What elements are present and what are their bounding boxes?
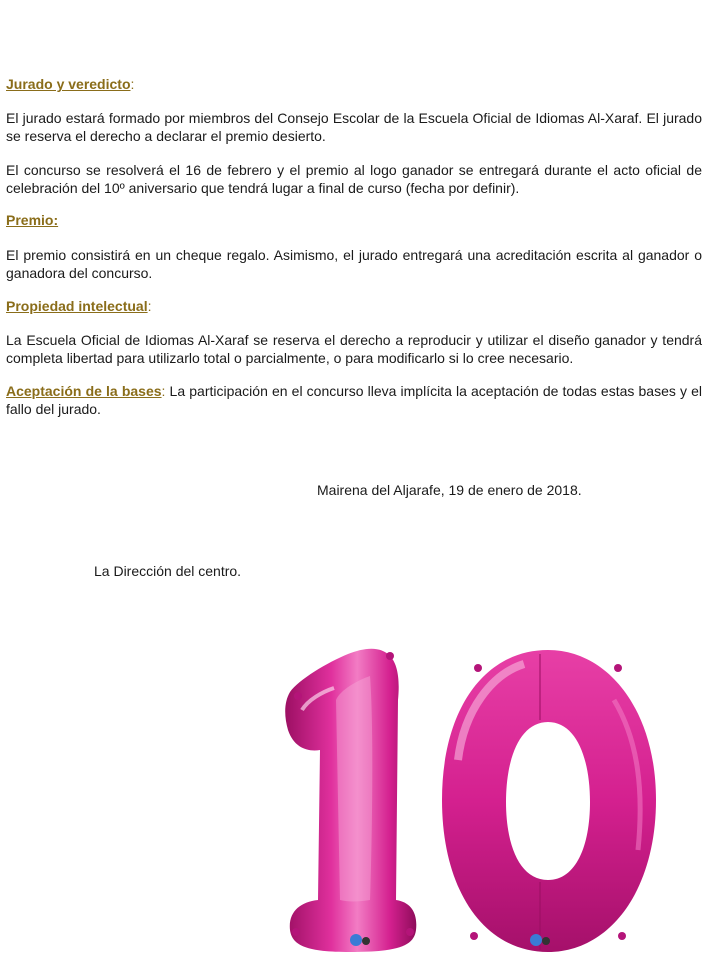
signature-direction: La Dirección del centro. — [94, 563, 242, 579]
number-10-balloons-image — [278, 640, 678, 960]
aceptacion-text: La participación en el concurso lleva implícita la aceptación de todas estas bases y el fallo del jurado. — [6, 383, 702, 417]
heading-text: Jurado y veredicto — [6, 76, 131, 92]
paragraph-jurado-composition: El jurado estará formado por miembros del Consejo Escolar de la Escuela Oficial de Idiomas Al-Xaraf. El jurado se reserva el derecho a declarar el premio desierto. — [6, 110, 702, 144]
paragraph-resolution-date: El concurso se resolverá el 16 de febrero y el premio al logo ganador se entregará durante el acto oficial de celebración del 10º aniversario que tendrá lugar a final de curso (fecha por definir). — [6, 162, 702, 196]
paragraph-aceptacion — [6, 382, 702, 418]
heading-colon: : — [130, 76, 135, 92]
heading-text: Premio: — [6, 212, 59, 228]
balloon-digit-one — [285, 649, 416, 952]
section-heading-aceptacion: Aceptación de la bases — [6, 383, 162, 399]
section-heading-propiedad — [6, 297, 151, 315]
paragraph-premio: El premio consistirá en un cheque regalo. Asimismo, el jurado entregará una acreditación escrita al ganador o ganadora del concurso. — [6, 247, 702, 281]
heading-colon: : — [147, 298, 152, 314]
section-heading-jurado — [6, 75, 134, 93]
place-date: Mairena del Aljarafe, 19 de enero de 2018. — [317, 482, 582, 498]
balloon-digit-zero — [442, 650, 656, 952]
paragraph-propiedad: La Escuela Oficial de Idiomas Al-Xaraf se reserva el derecho a reproducir y utilizar el diseño ganador y tendrá completa libertad para utilizarlo total o parcialmente, o para modificarlo si lo cree necesario. — [6, 332, 702, 366]
heading-text: Propiedad intelectual — [6, 298, 148, 314]
heading-colon: : — [161, 383, 166, 399]
section-heading-premio — [6, 211, 58, 229]
